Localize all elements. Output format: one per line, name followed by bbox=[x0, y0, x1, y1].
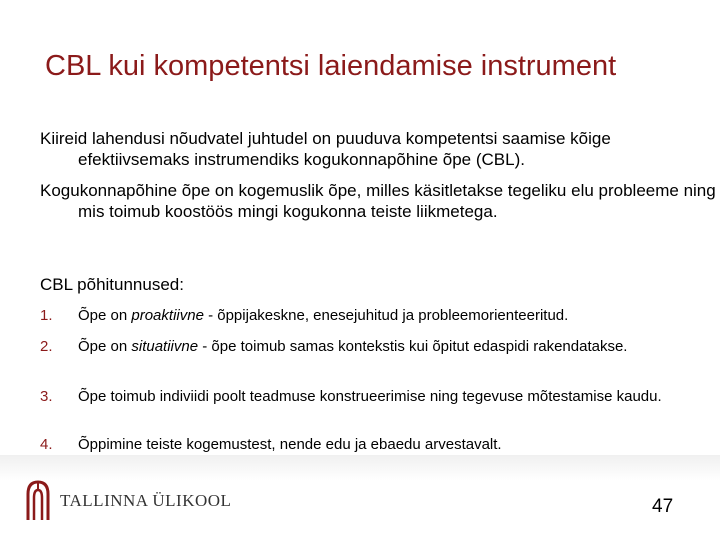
list-text: Õppimine teiste kogemustest, nende edu ja ebaedu arvestavalt. bbox=[78, 436, 502, 453]
list-number: 4. bbox=[40, 436, 53, 453]
list-text: Õpe toimub indiviidi poolt teadmuse konstrueerimise ning tegevuse mõtestamise kaudu. bbox=[78, 388, 662, 405]
list-number: 1. bbox=[40, 307, 53, 324]
slide-title: CBL kui kompetentsi laiendamise instrument bbox=[45, 50, 617, 82]
paragraph-1: Kiireid lahendusi nõudvatel juhtudel on puuduva kompetentsi saamise kõige efektiivsemaks instrumendiks kogukonnapõhine õpe (CBL). bbox=[40, 129, 611, 169]
list-number: 3. bbox=[40, 388, 53, 405]
list-heading: CBL põhitunnused: bbox=[40, 275, 184, 294]
university-logo-icon bbox=[24, 478, 52, 522]
list-text: Õpe on situatiivne - õpe toimub samas kontekstis kui õpitut edaspidi rakendatakse. bbox=[78, 338, 628, 355]
list-number: 2. bbox=[40, 338, 53, 355]
list-text: Õpe on proaktiivne - õppijakeskne, enesejuhitud ja probleemorienteeritud. bbox=[78, 307, 569, 324]
page-number: 47 bbox=[652, 496, 674, 517]
university-name: TALLINNA ÜLIKOOL bbox=[60, 491, 232, 510]
paragraph-2: Kogukonnapõhine õpe on kogemuslik õpe, milles käsitletakse tegeliku elu probleeme ning mis toimub koostöös mingi kogukonna teiste liikmetega. bbox=[40, 181, 716, 221]
